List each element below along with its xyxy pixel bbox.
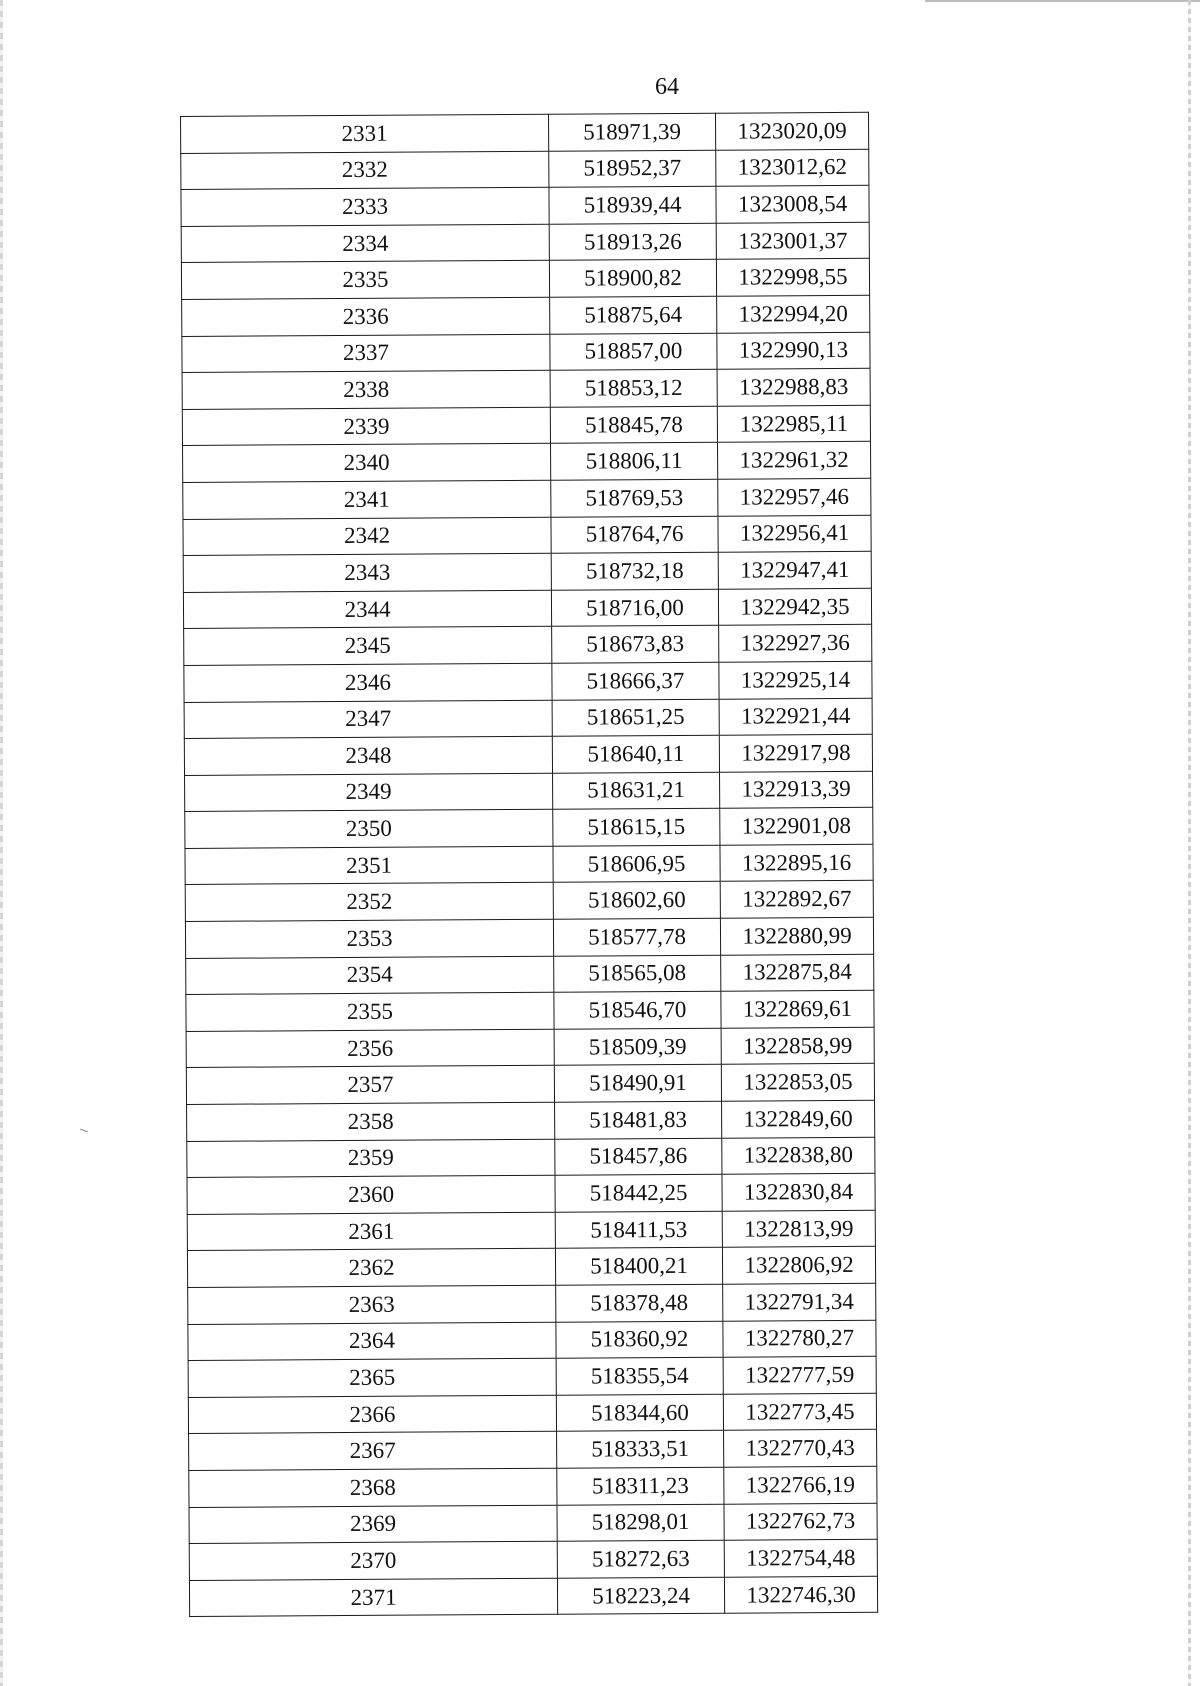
x-coordinate-cell: 518640,11: [552, 735, 719, 773]
y-coordinate-cell: 1322917,98: [719, 734, 872, 772]
table-row: [189, 1539, 877, 1580]
table-row: [183, 478, 871, 519]
table-row: [188, 1393, 876, 1434]
point-number-cell: 2350: [185, 810, 553, 849]
scan-edge-right: [1188, 0, 1191, 1686]
y-coordinate-cell: 1322901,08: [720, 808, 873, 846]
x-coordinate-cell: 518457,86: [555, 1138, 722, 1176]
point-number-cell: 2371: [189, 1578, 557, 1617]
y-coordinate-cell: 1322813,99: [722, 1210, 875, 1248]
x-coordinate-cell: 518857,00: [550, 333, 717, 371]
x-coordinate-cell: 518913,26: [549, 223, 716, 261]
y-coordinate-cell: 1323020,09: [715, 112, 868, 150]
table-row: [188, 1356, 876, 1397]
x-coordinate-cell: 518806,11: [551, 443, 718, 481]
page-edge-line: [925, 0, 1200, 2]
point-number-cell: 2358: [187, 1102, 555, 1141]
point-number-cell: 2337: [182, 334, 550, 373]
y-coordinate-cell: 1322985,11: [717, 405, 870, 443]
table-row: [185, 771, 873, 812]
x-coordinate-cell: 518732,18: [551, 552, 718, 590]
table-row: [184, 698, 872, 739]
point-number-cell: 2347: [184, 700, 552, 739]
x-coordinate-cell: 518615,15: [553, 808, 720, 846]
y-coordinate-cell: 1322746,30: [724, 1576, 877, 1614]
coordinates-table-container: [180, 112, 874, 1618]
x-coordinate-cell: 518577,78: [553, 918, 720, 956]
x-coordinate-cell: 518939,44: [549, 186, 716, 224]
y-coordinate-cell: 1322754,48: [724, 1539, 877, 1577]
x-coordinate-cell: 518360,92: [556, 1321, 723, 1359]
y-coordinate-cell: 1322849,60: [722, 1100, 875, 1138]
x-coordinate-cell: 518355,54: [556, 1357, 723, 1395]
table-row: [181, 149, 869, 190]
table-row: [185, 844, 873, 885]
y-coordinate-cell: 1322777,59: [723, 1356, 876, 1394]
point-number-cell: 2354: [186, 956, 554, 995]
x-coordinate-cell: 518509,39: [554, 1028, 721, 1066]
point-number-cell: 2349: [185, 773, 553, 812]
x-coordinate-cell: 518602,60: [553, 882, 720, 920]
table-row: [185, 808, 873, 849]
x-coordinate-cell: 518272,63: [557, 1540, 724, 1578]
y-coordinate-cell: 1322988,83: [717, 368, 870, 406]
table-row: [184, 625, 872, 666]
x-coordinate-cell: 518769,53: [551, 479, 718, 517]
y-coordinate-cell: 1322770,43: [724, 1430, 877, 1468]
point-number-cell: 2346: [184, 663, 552, 702]
x-coordinate-cell: 518651,25: [552, 699, 719, 737]
table-row: [183, 442, 871, 483]
point-number-cell: 2361: [187, 1212, 555, 1251]
point-number-cell: 2343: [183, 553, 551, 592]
x-coordinate-cell: 518673,83: [552, 626, 719, 664]
point-number-cell: 2352: [185, 883, 553, 922]
point-number-cell: 2344: [183, 590, 551, 629]
table-row: [186, 991, 874, 1032]
table-row: [181, 185, 869, 226]
table-row: [186, 1064, 874, 1105]
x-coordinate-cell: 518952,37: [549, 150, 716, 188]
y-coordinate-cell: 1322925,14: [719, 661, 872, 699]
x-coordinate-cell: 518411,53: [555, 1211, 722, 1249]
table-row: [183, 515, 871, 556]
table-row: [181, 112, 869, 153]
x-coordinate-cell: 518481,83: [555, 1101, 722, 1139]
y-coordinate-cell: 1322956,41: [718, 515, 871, 553]
y-coordinate-cell: 1322791,34: [723, 1283, 876, 1321]
table-row: [187, 1137, 875, 1178]
y-coordinate-cell: 1322990,13: [717, 332, 870, 370]
y-coordinate-cell: 1322780,27: [723, 1320, 876, 1358]
point-number-cell: 2368: [189, 1468, 557, 1507]
x-coordinate-cell: 518311,23: [557, 1467, 724, 1505]
point-number-cell: 2332: [181, 151, 549, 190]
y-coordinate-cell: 1322875,84: [721, 954, 874, 992]
x-coordinate-cell: 518333,51: [557, 1431, 724, 1469]
y-coordinate-cell: 1322838,80: [722, 1137, 875, 1175]
y-coordinate-cell: 1322927,36: [719, 625, 872, 663]
point-number-cell: 2333: [181, 187, 549, 226]
point-number-cell: 2356: [186, 1029, 554, 1068]
y-coordinate-cell: 1322880,99: [720, 917, 873, 955]
point-number-cell: 2338: [182, 370, 550, 409]
x-coordinate-cell: 518442,25: [555, 1174, 722, 1212]
x-coordinate-cell: 518546,70: [554, 991, 721, 1029]
y-coordinate-cell: 1322773,45: [723, 1393, 876, 1431]
y-coordinate-cell: 1322806,92: [722, 1247, 875, 1285]
y-coordinate-cell: 1322947,41: [718, 551, 871, 589]
point-number-cell: 2366: [188, 1395, 556, 1434]
table-row: [187, 1173, 875, 1214]
x-coordinate-cell: 518344,60: [556, 1394, 723, 1432]
table-row: [182, 405, 870, 446]
point-number-cell: 2334: [181, 224, 549, 263]
table-row: [185, 881, 873, 922]
point-number-cell: 2348: [184, 736, 552, 775]
point-number-cell: 2362: [187, 1249, 555, 1288]
point-number-cell: 2357: [186, 1066, 554, 1105]
point-number-cell: 2359: [187, 1139, 555, 1178]
x-coordinate-cell: 518666,37: [552, 662, 719, 700]
x-coordinate-cell: 518845,78: [550, 406, 717, 444]
x-coordinate-cell: 518716,00: [551, 589, 718, 627]
y-coordinate-cell: 1323008,54: [716, 185, 869, 223]
table-row: [189, 1576, 877, 1617]
x-coordinate-cell: 518400,21: [555, 1248, 722, 1286]
y-coordinate-cell: 1322994,20: [717, 295, 870, 333]
table-row: [187, 1210, 875, 1251]
y-coordinate-cell: 1322892,67: [720, 881, 873, 919]
table-row: [187, 1100, 875, 1141]
x-coordinate-cell: 518223,24: [557, 1577, 724, 1615]
table-row: [183, 588, 871, 629]
x-coordinate-cell: 518378,48: [556, 1284, 723, 1322]
x-coordinate-cell: 518875,64: [550, 296, 717, 334]
table-row: [185, 917, 873, 958]
table-row: [182, 295, 870, 336]
y-coordinate-cell: 1322853,05: [721, 1064, 874, 1102]
y-coordinate-cell: 1322913,39: [720, 771, 873, 809]
y-coordinate-cell: 1322762,73: [724, 1503, 877, 1541]
table-row: [189, 1466, 877, 1507]
y-coordinate-cell: 1322921,44: [719, 698, 872, 736]
x-coordinate-cell: 518631,21: [553, 772, 720, 810]
y-coordinate-cell: 1322957,46: [718, 478, 871, 516]
coordinates-table: [180, 112, 878, 1618]
x-coordinate-cell: 518606,95: [553, 845, 720, 883]
point-number-cell: 2336: [182, 297, 550, 336]
y-coordinate-cell: 1322858,99: [721, 1027, 874, 1065]
x-coordinate-cell: 518490,91: [554, 1065, 721, 1103]
table-row: [182, 332, 870, 373]
y-coordinate-cell: 1322961,32: [718, 442, 871, 480]
table-row: [189, 1503, 877, 1544]
table-row: [187, 1247, 875, 1288]
scan-speck: [80, 1129, 88, 1133]
x-coordinate-cell: 518900,82: [549, 260, 716, 298]
x-coordinate-cell: 518764,76: [551, 516, 718, 554]
page-number: 64: [655, 74, 679, 100]
table-row: [182, 368, 870, 409]
point-number-cell: 2369: [189, 1505, 557, 1544]
point-number-cell: 2355: [186, 992, 554, 1031]
scan-edge-left: [0, 0, 3, 1686]
point-number-cell: 2351: [185, 846, 553, 885]
point-number-cell: 2340: [183, 444, 551, 483]
table-row: [184, 734, 872, 775]
y-coordinate-cell: 1322869,61: [721, 991, 874, 1029]
table-row: [181, 259, 869, 300]
table-row: [188, 1320, 876, 1361]
point-number-cell: 2345: [184, 627, 552, 666]
table-row: [181, 222, 869, 263]
table-row: [184, 661, 872, 702]
point-number-cell: 2365: [188, 1358, 556, 1397]
point-number-cell: 2341: [183, 480, 551, 519]
point-number-cell: 2367: [189, 1432, 557, 1471]
x-coordinate-cell: 518565,08: [554, 955, 721, 993]
point-number-cell: 2353: [185, 919, 553, 958]
y-coordinate-cell: 1322830,84: [722, 1173, 875, 1211]
table-row: [188, 1283, 876, 1324]
table-row: [186, 1027, 874, 1068]
point-number-cell: 2360: [187, 1175, 555, 1214]
y-coordinate-cell: 1322766,19: [724, 1466, 877, 1504]
x-coordinate-cell: 518971,39: [548, 113, 715, 151]
point-number-cell: 2364: [188, 1322, 556, 1361]
point-number-cell: 2339: [182, 407, 550, 446]
table-row: [186, 954, 874, 995]
y-coordinate-cell: 1322998,55: [716, 259, 869, 297]
x-coordinate-cell: 518298,01: [557, 1504, 724, 1542]
y-coordinate-cell: 1322895,16: [720, 844, 873, 882]
y-coordinate-cell: 1323012,62: [716, 149, 869, 187]
point-number-cell: 2331: [181, 114, 549, 153]
y-coordinate-cell: 1322942,35: [718, 588, 871, 626]
table-row: [183, 551, 871, 592]
point-number-cell: 2363: [188, 1285, 556, 1324]
table-row: [189, 1430, 877, 1471]
point-number-cell: 2342: [183, 517, 551, 556]
coordinates-table-body: [181, 112, 878, 1617]
y-coordinate-cell: 1323001,37: [716, 222, 869, 260]
point-number-cell: 2370: [189, 1541, 557, 1580]
x-coordinate-cell: 518853,12: [550, 369, 717, 407]
point-number-cell: 2335: [181, 261, 549, 300]
